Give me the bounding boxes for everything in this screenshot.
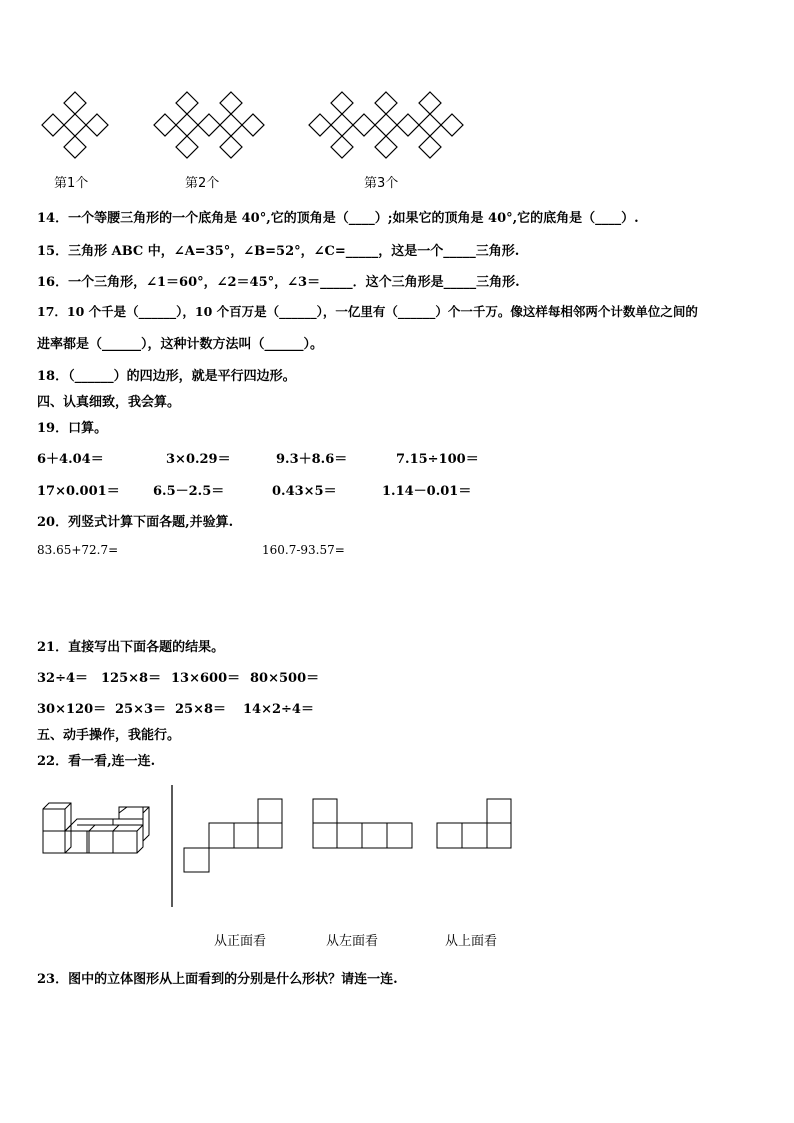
- cube-solid: [43, 803, 149, 853]
- pattern-caption-1: 第1个: [54, 176, 89, 191]
- question-14: 14．一个等腰三角形的一个底角是 40°,它的顶角是（____）;如果它的顶角是 40°,它的底角是（____）.: [37, 211, 639, 226]
- diamond-pattern-figures: [0, 0, 794, 170]
- q20-item: 83.65+72.7=: [37, 543, 119, 557]
- diamond-shape: [331, 136, 353, 158]
- question-21: 21．直接写出下面各题的结果。: [37, 640, 225, 655]
- diamond-shape: [419, 114, 441, 136]
- q21-item: 14×2÷4＝: [243, 702, 314, 717]
- q19-item: 1.14－0.01＝: [382, 484, 472, 499]
- q19-item: 6＋4.04＝: [37, 452, 104, 467]
- view-shape-3: [437, 799, 511, 848]
- diamond-shape: [86, 114, 108, 136]
- question-16: 16．一个三角形，∠1＝60°，∠2＝45°，∠3＝_____．这个三角形是_____三角形.: [37, 275, 520, 290]
- diamond-shape: [353, 114, 375, 136]
- q19-item: 7.15÷100＝: [396, 452, 479, 467]
- diamond-shape: [375, 114, 397, 136]
- question-22: 22．看一看,连一连.: [37, 754, 156, 769]
- q19-item: 0.43×5＝: [272, 484, 337, 499]
- diamond-shape: [154, 114, 176, 136]
- pattern-3: [309, 92, 463, 158]
- section-4-heading: 四、认真细致，我会算。: [37, 395, 181, 410]
- question-15: 15．三角形 ABC 中，∠A=35°，∠B=52°，∠C=_____，这是一个_____三角形.: [37, 244, 520, 259]
- question-17-line-2: 进率都是（______），这种计数方法叫（______）。: [37, 337, 324, 352]
- diamond-shape: [220, 92, 242, 114]
- q19-item: 17×0.001＝: [37, 484, 120, 499]
- diamond-shape: [419, 92, 441, 114]
- q21-item: 32÷4＝: [37, 671, 89, 686]
- pattern-2: [154, 92, 264, 158]
- pattern-1: [42, 92, 108, 158]
- diamond-shape: [64, 136, 86, 158]
- diamond-shape: [220, 114, 242, 136]
- diamond-shape: [242, 114, 264, 136]
- diamond-shape: [375, 92, 397, 114]
- q21-item: 30×120＝: [37, 702, 107, 717]
- diamond-shape: [176, 136, 198, 158]
- view-label-front: 从正面看: [214, 934, 267, 949]
- diamond-shape: [419, 136, 441, 158]
- diamond-shape: [397, 114, 419, 136]
- q21-item: 80×500＝: [250, 671, 320, 686]
- q20-item: 160.7-93.57=: [262, 543, 345, 557]
- diamond-shape: [441, 114, 463, 136]
- question-23: 23．图中的立体图形从上面看到的分别是什么形状？请连一连.: [37, 972, 398, 987]
- diamond-shape: [375, 136, 397, 158]
- diamond-shape: [64, 92, 86, 114]
- view-label-top: 从上面看: [445, 934, 498, 949]
- cube-figures: [0, 780, 794, 920]
- q21-item: 25×8＝: [175, 702, 227, 717]
- pattern-caption-2: 第2个: [185, 176, 220, 191]
- section-5-heading: 五、动手操作，我能行。: [37, 728, 181, 743]
- q21-item: 13×600＝: [171, 671, 241, 686]
- diamond-shape: [176, 114, 198, 136]
- pattern-caption-3: 第3个: [364, 176, 399, 191]
- question-19: 19．口算。: [37, 421, 108, 436]
- question-17-line-1: 17．10 个千是（______），10 个百万是（______），一亿里有（______）个一千万。像这样每相邻两个计数单位之间的: [37, 304, 698, 319]
- q21-item: 25×3＝: [115, 702, 167, 717]
- view-shape-1: [184, 799, 282, 872]
- diamond-shape: [331, 92, 353, 114]
- diamond-shape: [176, 92, 198, 114]
- diamond-shape: [220, 136, 242, 158]
- q19-item: 6.5－2.5＝: [153, 484, 225, 499]
- diamond-shape: [331, 114, 353, 136]
- diamond-shape: [42, 114, 64, 136]
- diamond-shape: [309, 114, 331, 136]
- view-shape-2: [313, 799, 412, 848]
- q19-item: 3×0.29＝: [166, 452, 231, 467]
- diamond-shape: [198, 114, 220, 136]
- diamond-shape: [64, 114, 86, 136]
- q19-item: 9.3＋8.6＝: [276, 452, 348, 467]
- view-label-left: 从左面看: [326, 934, 379, 949]
- question-20: 20．列竖式计算下面各题,并验算.: [37, 515, 234, 530]
- question-18: 18．（______）的四边形，就是平行四边形。: [37, 369, 296, 384]
- q21-item: 125×8＝: [101, 671, 162, 686]
